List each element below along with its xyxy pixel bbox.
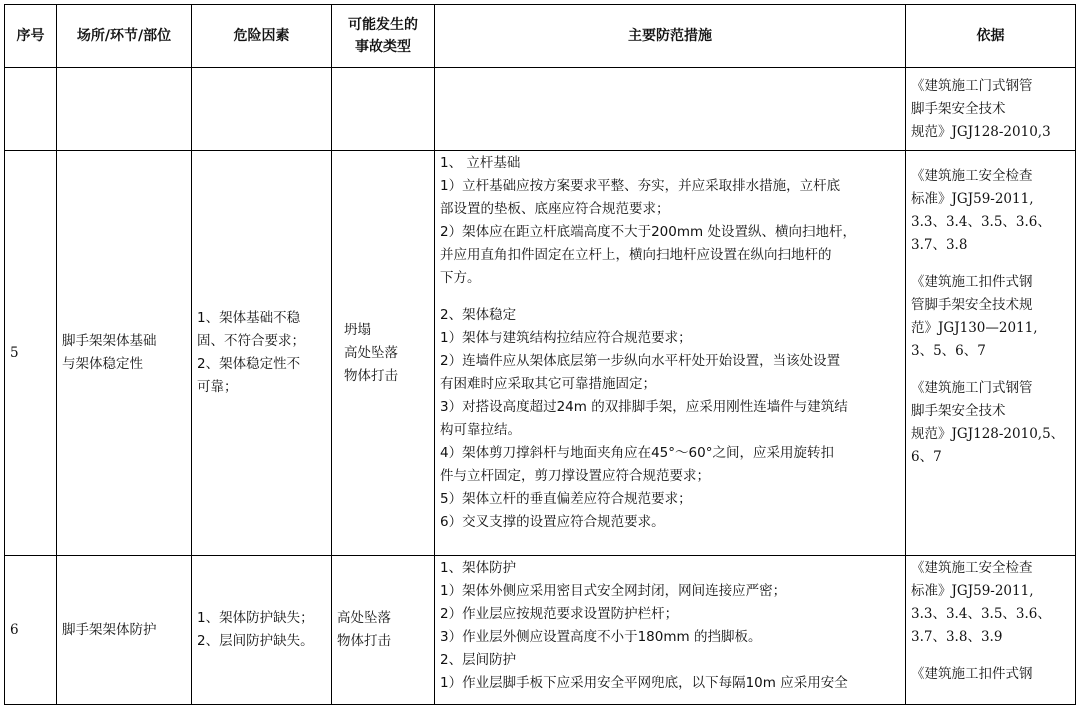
text-line: 3.3、3.4、3.5、3.6、 bbox=[911, 606, 1051, 622]
header-no: 序号 bbox=[5, 5, 57, 68]
header-accident: 可能发生的事故类型 bbox=[332, 5, 435, 68]
text-line: 并应用直角扣件固定在立杆上，横向扫地杆应设置在纵向扫地杆的 bbox=[440, 247, 832, 263]
hazard-table bbox=[4, 4, 1076, 705]
text-line: 件与立杆固定，剪刀撑设置应符合规范要求； bbox=[440, 468, 710, 484]
text-line: 物体打击 bbox=[344, 367, 398, 384]
cell-measures bbox=[435, 68, 906, 151]
text-line: 《建筑施工扣件式钢 bbox=[911, 666, 1033, 682]
text-line: 脚手架架体基础 bbox=[62, 333, 157, 349]
cell-accident bbox=[332, 556, 435, 705]
table-row bbox=[5, 68, 1076, 151]
text-line: 下方。 bbox=[440, 270, 481, 286]
text-line: 6、7 bbox=[911, 449, 942, 465]
text-line: 2、层间防护缺失。 bbox=[197, 633, 314, 649]
text-line: 构可靠拉结。 bbox=[440, 422, 521, 438]
cell-basis bbox=[906, 151, 1076, 556]
line-gap bbox=[440, 290, 900, 304]
cell-measures bbox=[435, 556, 906, 705]
text-line: 《建筑施工安全检查 bbox=[911, 168, 1033, 184]
text-line: 2）作业层应按规范要求设置防护栏杆； bbox=[440, 606, 679, 622]
cell-hazard bbox=[192, 68, 332, 151]
text-line: 与架体稳定性 bbox=[62, 356, 143, 372]
text-line: 6）交叉支撑的设置应符合规范要求。 bbox=[440, 514, 665, 530]
cell-basis bbox=[906, 68, 1076, 151]
header-place: 场所/环节/部位 bbox=[57, 5, 192, 68]
cell-accident bbox=[332, 151, 435, 556]
cell-basis bbox=[906, 556, 1076, 705]
text-line: 高处坠落 bbox=[344, 344, 398, 361]
text-line: 3）作业层外侧应设置高度不小于180mm 的挡脚板。 bbox=[440, 629, 762, 645]
text-line: 1、架体防护缺失； bbox=[197, 610, 314, 626]
text-line: 2）架体应在距立杆底端高度不大于200mm 处设置纵、横向扫地杆， bbox=[440, 224, 856, 240]
text-line: 脚手架架体防护 bbox=[62, 621, 157, 638]
text-line: 4）架体剪刀撑斜杆与地面夹角应在45°～60°之间，应采用旋转扣 bbox=[440, 445, 834, 461]
text-line: 1）架体与建筑结构拉结应符合规范要求； bbox=[440, 330, 692, 346]
header-hazard: 危险因素 bbox=[192, 5, 332, 68]
text-line: 3.7、3.8 bbox=[911, 237, 968, 253]
text-line: 有困难时应采取其它可靠措施固定； bbox=[440, 376, 656, 392]
text-line: 1）架体外侧应采用密目式安全网封闭，网间连接应严密； bbox=[440, 583, 787, 599]
text-line: 5）架体立杆的垂直偏差应符合规范要求； bbox=[440, 491, 692, 507]
cell-place bbox=[57, 556, 192, 705]
text-line: 2）连墙件应从架体底层第一步纵向水平杆处开始设置，当该处设置 bbox=[440, 353, 841, 369]
text-line: 管脚手架安全技术规 bbox=[911, 297, 1033, 313]
cell-place bbox=[57, 151, 192, 556]
text-line: 范》JGJ130—2011, bbox=[911, 320, 1038, 336]
text-line: 3.3、3.4、3.5、3.6、 bbox=[911, 214, 1051, 230]
text-line: 3.7、3.8、3.9 bbox=[911, 629, 1003, 645]
text-line: 坍塌 bbox=[344, 321, 371, 338]
text-line: 脚手架安全技术 bbox=[911, 403, 1006, 419]
line-gap bbox=[911, 363, 1070, 377]
text-line: 1、架体基础不稳 bbox=[197, 310, 301, 326]
text-line: 3、5、6、7 bbox=[911, 343, 986, 359]
text-line: 可靠； bbox=[197, 379, 238, 395]
text-line: 2、层间防护 bbox=[440, 652, 517, 668]
text-line: 固、不符合要求； bbox=[197, 333, 305, 349]
table-row bbox=[5, 556, 1076, 705]
header-row bbox=[5, 5, 1076, 68]
cell-hazard bbox=[192, 151, 332, 556]
cell-no bbox=[5, 68, 57, 151]
text-line: 1）作业层脚手板下应采用安全平网兜底，以下每隔10m 应采用安全 bbox=[440, 675, 848, 691]
text-line: 规范》JGJ128-2010,3 bbox=[911, 123, 1051, 140]
line-gap bbox=[911, 649, 1070, 663]
text-line: 脚手架安全技术 bbox=[911, 100, 1006, 117]
text-line: 规范》JGJ128-2010,5、 bbox=[911, 426, 1065, 442]
text-line: 物体打击 bbox=[337, 633, 391, 649]
text-line: 标准》JGJ59-2011, bbox=[911, 191, 1034, 207]
text-line: 2、架体稳定性不 bbox=[197, 356, 301, 372]
text-line: 《建筑施工门式钢管 bbox=[911, 380, 1033, 396]
text-line: 《建筑施工门式钢管 bbox=[911, 77, 1033, 94]
cell-accident bbox=[332, 68, 435, 151]
text-line: 《建筑施工扣件式钢 bbox=[911, 274, 1033, 290]
text-line: 部设置的垫板、底座应符合规范要求； bbox=[440, 201, 670, 217]
text-line: 标准》JGJ59-2011, bbox=[911, 583, 1034, 599]
text-line: 高处坠落 bbox=[337, 610, 391, 626]
cell-no: 5 bbox=[5, 151, 57, 556]
cell-hazard bbox=[192, 556, 332, 705]
table-row bbox=[5, 151, 1076, 556]
header-measures: 主要防范措施 bbox=[435, 5, 906, 68]
text-line: 1、 立杆基础 bbox=[440, 155, 521, 171]
line-gap bbox=[911, 257, 1070, 271]
text-line: 1）立杆基础应按方案要求平整、夯实，并应采取排水措施，立杆底 bbox=[440, 178, 841, 194]
cell-no: 6 bbox=[5, 556, 57, 705]
cell-place bbox=[57, 68, 192, 151]
header-basis: 依据 bbox=[906, 5, 1076, 68]
text-line: 《建筑施工安全检查 bbox=[911, 560, 1033, 576]
text-line: 2、架体稳定 bbox=[440, 307, 517, 323]
cell-measures bbox=[435, 151, 906, 556]
text-line: 3）对搭设高度超过24m 的双排脚手架，应采用刚性连墙件与建筑结 bbox=[440, 399, 848, 415]
text-line: 1、架体防护 bbox=[440, 560, 517, 576]
